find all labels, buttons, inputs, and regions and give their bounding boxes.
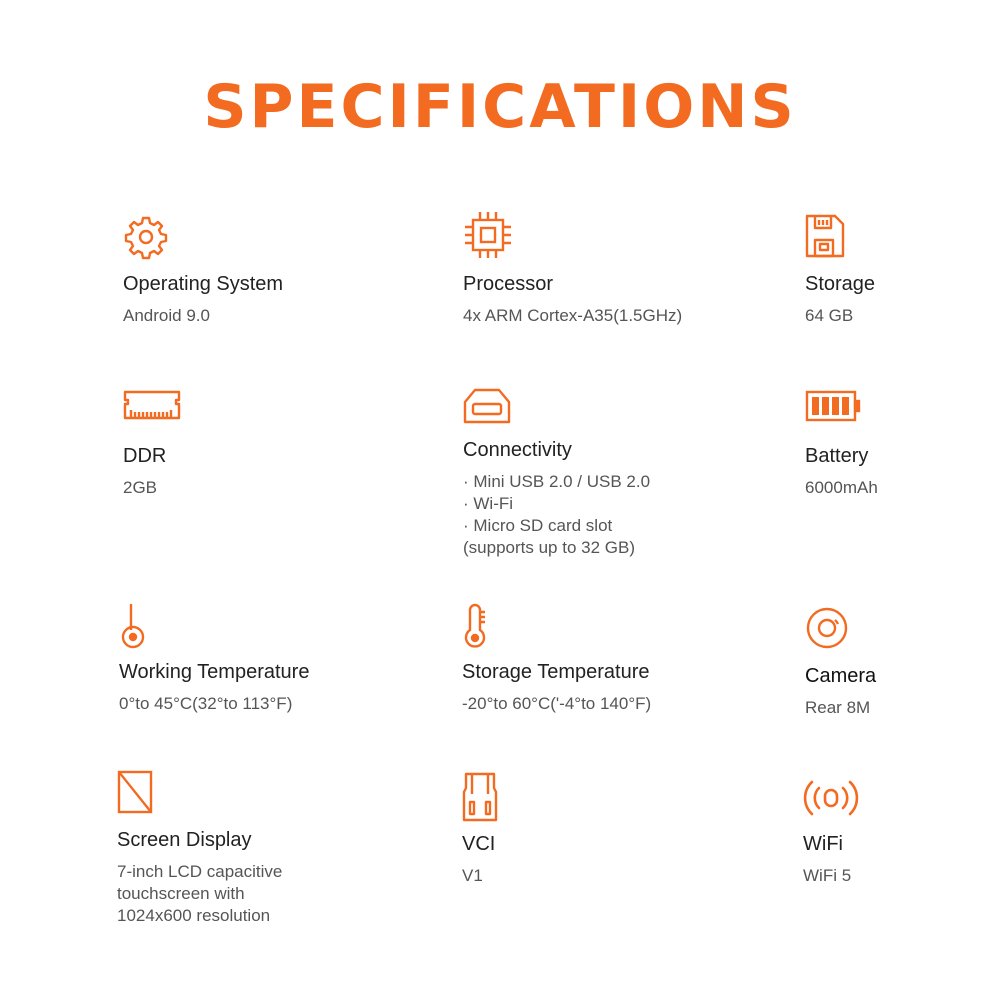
spec-storage-temperature: [462, 602, 762, 715]
vci-connector-icon: [462, 772, 762, 824]
gear-icon: [123, 214, 423, 260]
usb-port-icon: [463, 388, 763, 424]
spec-label: Screen Display: [117, 829, 252, 851]
spec-connectivity: [463, 388, 763, 559]
spec-value: Rear 8M: [805, 698, 871, 717]
spec-screen-display: [117, 770, 417, 927]
spec-label: Processor: [463, 273, 554, 295]
spec-operating-system: [123, 214, 423, 327]
spec-value: 7-inch LCD capacitive touchscreen with 1024x600 resolution: [117, 862, 283, 925]
spec-wifi: [803, 776, 1000, 887]
spec-label: Storage Temperature: [462, 661, 650, 683]
spec-label: Camera: [805, 665, 877, 687]
list-item: (supports up to 32 GB): [463, 538, 635, 557]
spec-value: V1: [462, 866, 483, 885]
spec-label: Operating System: [123, 273, 284, 295]
spec-value: 4x ARM Cortex-A35(1.5GHz): [463, 306, 683, 325]
spec-label: WiFi: [803, 833, 843, 855]
spec-value: Android 9.0: [123, 306, 210, 325]
spec-value: 64 GB: [805, 306, 854, 325]
screen-display-icon: [117, 770, 417, 814]
spec-value: 2GB: [123, 478, 158, 497]
spec-value-list: [463, 471, 763, 559]
spec-value: -20°to 60°C('-4°to 140°F): [462, 694, 652, 713]
spec-label: Storage: [805, 273, 876, 295]
spec-label: Connectivity: [463, 439, 572, 461]
list-item: · Micro SD card slot: [463, 516, 613, 535]
memory-module-icon: [123, 390, 423, 420]
list-item: · Wi-Fi: [463, 494, 514, 513]
floppy-disk-icon: [805, 214, 1000, 260]
spec-processor: [463, 210, 763, 327]
spec-value: 6000mAh: [805, 478, 878, 497]
spec-value: 0°to 45°C(32°to 113°F): [119, 694, 293, 713]
list-item: · Mini USB 2.0 / USB 2.0: [463, 472, 651, 491]
wifi-signal-icon: [803, 776, 1000, 820]
spec-storage: [805, 214, 1000, 327]
page-title: SPECIFICATIONS: [203, 72, 797, 142]
thermometer-icon: [462, 602, 762, 650]
spec-label: Working Temperature: [119, 661, 310, 683]
battery-icon: [805, 390, 1000, 422]
spec-label: DDR: [123, 445, 167, 467]
temperature-probe-icon: [119, 602, 419, 650]
spec-vci: [462, 772, 762, 887]
spec-value: WiFi 5: [803, 866, 852, 885]
spec-camera: [805, 606, 1000, 719]
spec-working-temperature: [119, 602, 419, 715]
camera-lens-icon: [805, 606, 1000, 650]
spec-label: Battery: [805, 445, 869, 467]
spec-label: VCI: [462, 833, 496, 855]
spec-battery: [805, 390, 1000, 499]
processor-chip-icon: [463, 210, 763, 260]
spec-ddr: [123, 390, 423, 499]
